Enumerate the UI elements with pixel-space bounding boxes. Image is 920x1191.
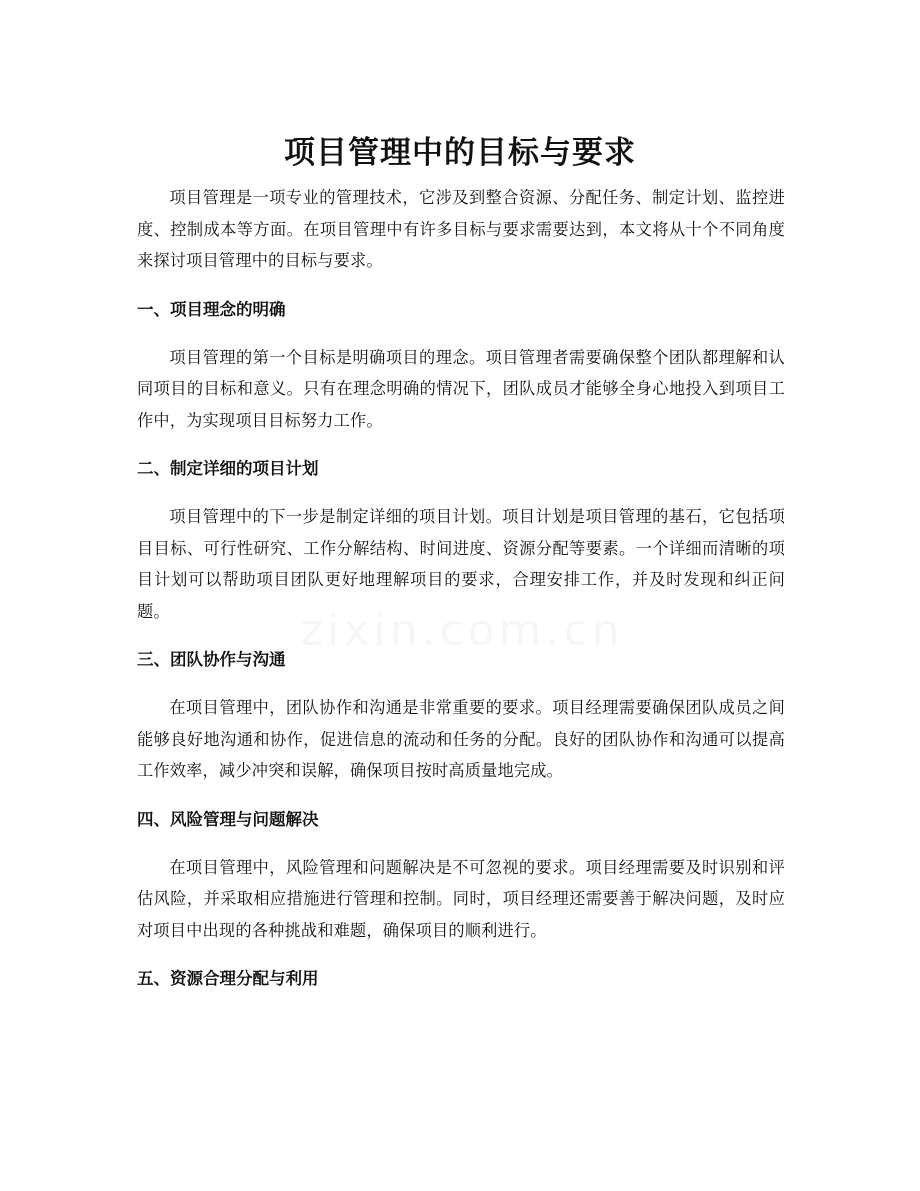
section-heading-1: 一、项目理念的明确 <box>137 299 286 319</box>
section-body-3: 在项目管理中，团队协作和沟通是非常重要的要求。项目经理需要确保团队成员之间能够良好地沟通和协作，促进信息的流动和任务的分配。良好的团队协作和沟通可以提高工作效率，减少冲突和误解，确保项目按时高质量地完成。 <box>137 698 785 780</box>
section-heading-3: 三、团队协作与沟通 <box>137 650 286 669</box>
document-body <box>137 182 785 995</box>
section-heading-2: 二、制定详细的项目计划 <box>137 459 319 478</box>
intro-paragraph: 项目管理是一项专业的管理技术，它涉及到整合资源、分配任务、制定计划、监控进度、控制成本等方面。在项目管理中有许多目标与要求需要达到，本文将从十个不同角度来探讨项目管理中的目标与要求。 <box>137 188 785 270</box>
section-heading-5: 五、资源合理分配与利用 <box>137 969 319 988</box>
section-body-2: 项目管理中的下一步是制定详细的项目计划。项目计划是项目管理的基石，它包括项目目标、可行性研究、工作分解结构、时间进度、资源分配等要素。一个详细而清晰的项目计划可以帮助项目团队更好地理解项目的要求，合理安排工作，并及时发现和纠正问题。 <box>137 507 785 621</box>
section-heading-4: 四、风险管理与问题解决 <box>137 809 319 829</box>
document-title: 项目管理中的目标与要求 <box>284 134 636 171</box>
section-body-1: 项目管理的第一个目标是明确项目的理念。项目管理者需要确保整个团队都理解和认同项目的目标和意义。只有在理念明确的情况下，团队成员才能够全身心地投入到项目工作中，为实现项目目标努力工作。 <box>137 347 785 430</box>
section-body-4: 在项目管理中，风险管理和问题解决是不可忽视的要求。项目经理需要及时识别和评估风险，并采取相应措施进行管理和控制。同时，项目经理还需要善于解决问题，及时应对项目中出现的各种挑战和难题，确保项目的顺利进行。 <box>137 857 785 940</box>
